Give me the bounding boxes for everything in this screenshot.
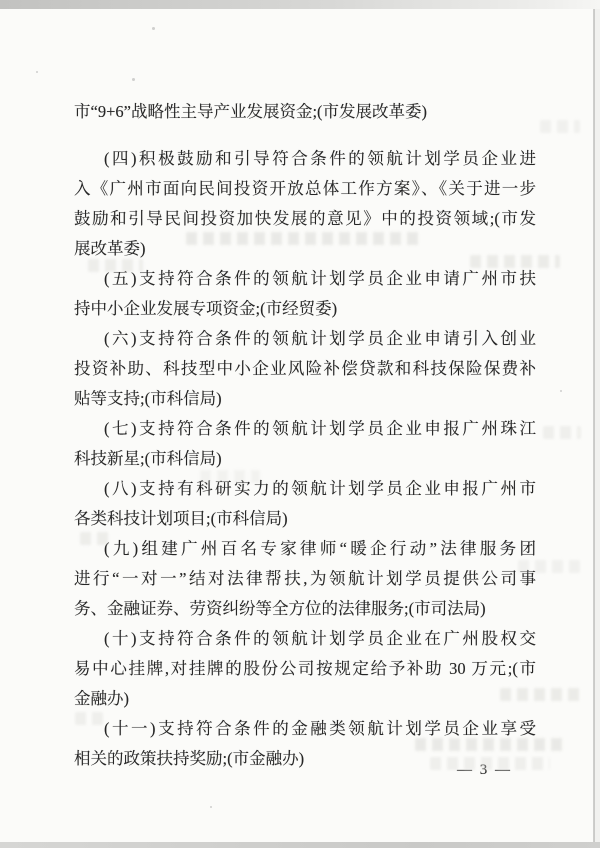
text-line: 科技新星;(市科信局) [74,449,222,468]
text-line: (五)支持符合条件的领航计划学员企业申请广州市扶 [104,269,536,288]
paragraph-item-8 [74,474,536,534]
scan-margin-right [595,9,600,842]
text-line: 金融办) [74,689,129,708]
text-line: 展改革委) [74,239,146,258]
page-number: — 3 — [457,762,512,778]
text-line: (六)支持符合条件的领航计划学员企业申请引入创业 [104,329,536,348]
text-line: 各类科技计划项目;(市科信局) [74,509,288,528]
text-line: (七)支持符合条件的领航计划学员企业申报广州珠江 [104,419,536,438]
text-line: 市“9+6”战略性主导产业发展资金;(市发展改革委) [74,102,428,121]
paragraph-item-5 [74,264,536,324]
text-line: 易中心挂牌,对挂牌的股份公司按规定给予补助 30 万元;(市 [74,659,536,678]
text-line: (四)积极鼓励和引导符合条件的领航计划学员企业进 [104,149,536,168]
text-line: (九)组建广州百名专家律师“暖企行动”法律服务团 [104,539,536,558]
paragraph-item-4 [74,144,536,264]
paragraph-item-9 [74,534,536,624]
document-body [74,97,536,774]
paragraph-item-6 [74,324,536,414]
paragraph-item-7 [74,414,536,474]
text-line: 贴等支持;(市科信局) [74,389,222,408]
scan-edge-bottom [0,842,600,848]
scan-edge-top [0,0,600,9]
text-line: 相关的政策扶持奖励;(市金融办) [74,749,305,768]
text-line: (八)支持有科研实力的领航计划学员企业申报广州市 [104,479,536,498]
text-line: 进行“一对一”结对法律帮扶,为领航计划学员提供公司事 [74,569,536,588]
text-line: (十)支持符合条件的领航计划学员企业在广州股权交 [104,629,536,648]
paragraph-continuation [74,97,536,127]
text-line: 务、金融证券、劳资纠纷等全方位的法律服务;(市司法局) [74,599,486,618]
text-line: 鼓励和引导民间投资加快发展的意见》中的投资领域;(市发 [74,209,536,228]
text-line: 入《广州市面向民间投资开放总体工作方案》、《关于进一步 [74,179,536,198]
text-line: 持中小企业发展专项资金;(市经贸委) [74,299,338,318]
text-line: 投资补助、科技型中小企业风险补偿贷款和科技保险保费补 [74,359,536,378]
paragraph-item-10 [74,624,536,714]
text-line: (十一)支持符合条件的金融类领航计划学员企业享受 [104,719,536,738]
